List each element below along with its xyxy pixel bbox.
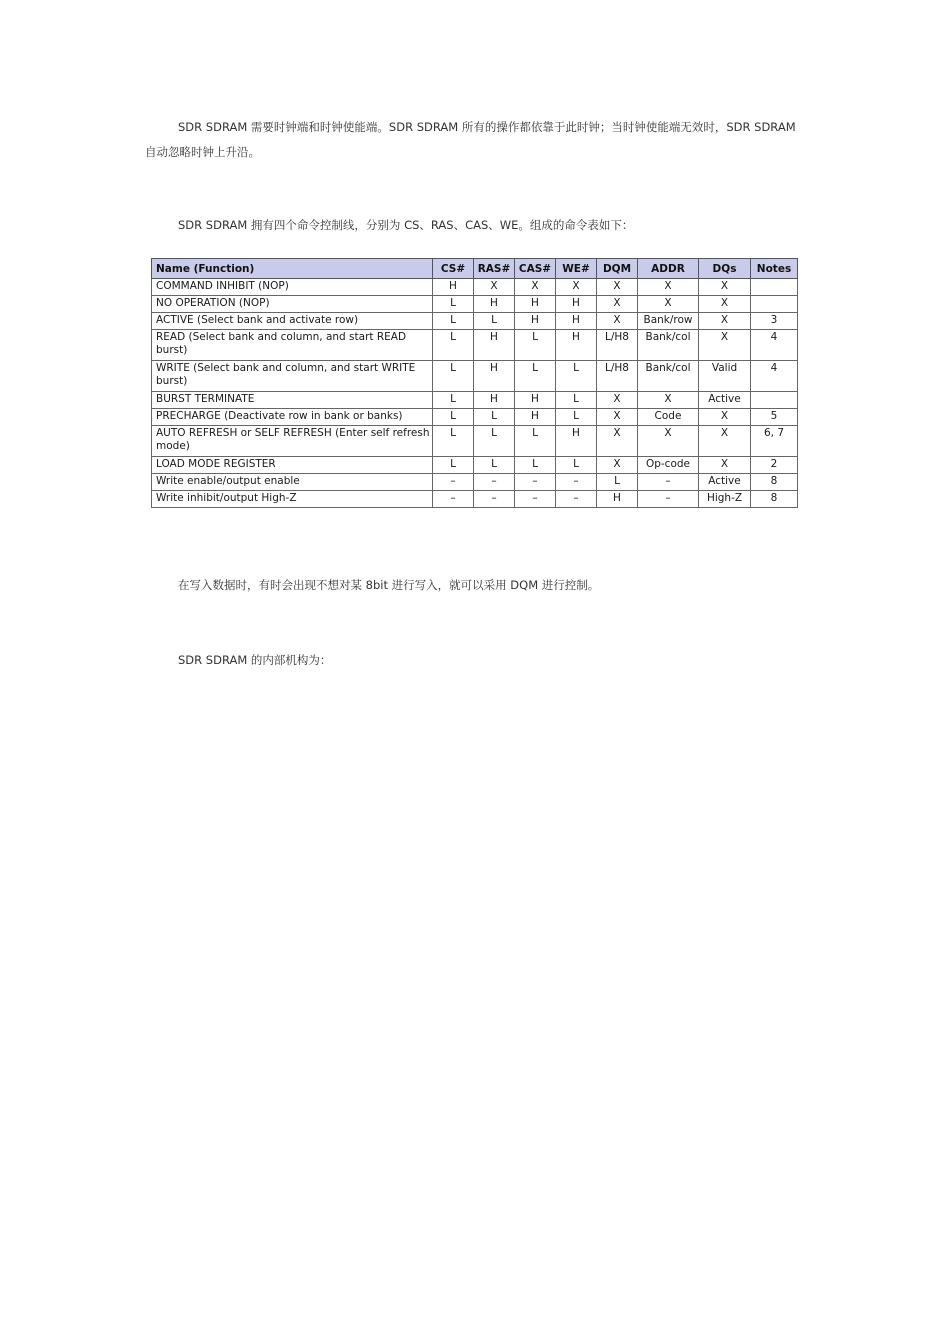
cell-addr: Bank/col	[638, 361, 699, 392]
cell-ras: X	[474, 279, 515, 296]
cell-dqs: Valid	[699, 361, 751, 392]
cell-cas: H	[515, 409, 556, 426]
cell-name: NO OPERATION (NOP)	[152, 296, 433, 313]
cell-notes	[751, 296, 798, 313]
cell-dqm: X	[597, 392, 638, 409]
cell-dqm: X	[597, 296, 638, 313]
cell-we: X	[556, 279, 597, 296]
cell-dqs: X	[699, 313, 751, 330]
table-row	[152, 426, 798, 457]
header-cas: CAS#	[515, 259, 556, 279]
cell-dqm: L/H8	[597, 330, 638, 361]
cell-name: PRECHARGE (Deactivate row in bank or banks)	[152, 409, 433, 426]
command-table-container	[151, 258, 797, 508]
cell-we: H	[556, 330, 597, 361]
header-we: WE#	[556, 259, 597, 279]
cell-addr: X	[638, 296, 699, 313]
cell-ras: –	[474, 474, 515, 491]
cell-name: LOAD MODE REGISTER	[152, 457, 433, 474]
cell-name: BURST TERMINATE	[152, 392, 433, 409]
cell-cas: L	[515, 330, 556, 361]
command-table-header-row	[152, 259, 798, 279]
cell-dqs: X	[699, 457, 751, 474]
cell-we: L	[556, 361, 597, 392]
cell-name: WRITE (Select bank and column, and start WRITE burst)	[152, 361, 433, 392]
cell-ras: L	[474, 457, 515, 474]
cell-name: COMMAND INHIBIT (NOP)	[152, 279, 433, 296]
cell-cas: H	[515, 296, 556, 313]
cell-notes: 4	[751, 330, 798, 361]
cell-cas: L	[515, 361, 556, 392]
cell-dqs: X	[699, 330, 751, 361]
table-row	[152, 457, 798, 474]
intro-paragraph-clock: SDR SDRAM 需要时钟端和时钟使能端。SDR SDRAM 所有的操作都依靠于此时钟；当时钟使能端无效时，SDR SDRAM 自动忽略时钟上升沿。	[145, 120, 796, 159]
cell-we: –	[556, 474, 597, 491]
header-cs: CS#	[433, 259, 474, 279]
cell-name: READ (Select bank and column, and start READ burst)	[152, 330, 433, 361]
cell-addr: –	[638, 491, 699, 508]
cell-we: L	[556, 409, 597, 426]
cell-cs: L	[433, 296, 474, 313]
cell-cs: L	[433, 330, 474, 361]
cell-dqm: H	[597, 491, 638, 508]
cell-cas: –	[515, 491, 556, 508]
table-row	[152, 279, 798, 296]
internal-structure-paragraph: SDR SDRAM 的内部机构为：	[178, 653, 332, 667]
cell-cs: L	[433, 313, 474, 330]
cell-notes: 4	[751, 361, 798, 392]
cell-dqm: L/H8	[597, 361, 638, 392]
header-notes: Notes	[751, 259, 798, 279]
cell-we: –	[556, 491, 597, 508]
intro-paragraph-command-lines: SDR SDRAM 拥有四个命令控制线，分别为 CS、RAS、CAS、WE。组成的命令表如下：	[178, 218, 634, 232]
cell-addr: Bank/row	[638, 313, 699, 330]
cell-ras: L	[474, 313, 515, 330]
cell-dqs: Active	[699, 392, 751, 409]
cell-cs: L	[433, 457, 474, 474]
cell-addr: Code	[638, 409, 699, 426]
table-row	[152, 474, 798, 491]
cell-dqs: High-Z	[699, 491, 751, 508]
cell-ras: L	[474, 409, 515, 426]
table-row	[152, 409, 798, 426]
cell-notes: 8	[751, 491, 798, 508]
cell-name: Write inhibit/output High-Z	[152, 491, 433, 508]
cell-dqs: X	[699, 426, 751, 457]
cell-notes: 8	[751, 474, 798, 491]
cell-cs: L	[433, 426, 474, 457]
cell-notes: 5	[751, 409, 798, 426]
cell-addr: X	[638, 426, 699, 457]
header-ras: RAS#	[474, 259, 515, 279]
header-addr: ADDR	[638, 259, 699, 279]
cell-cs: –	[433, 491, 474, 508]
header-dqm: DQM	[597, 259, 638, 279]
cell-dqm: X	[597, 409, 638, 426]
cell-cas: H	[515, 392, 556, 409]
cell-notes	[751, 279, 798, 296]
cell-ras: H	[474, 361, 515, 392]
cell-cas: L	[515, 426, 556, 457]
cell-cs: L	[433, 392, 474, 409]
table-row	[152, 361, 798, 392]
cell-dqs: X	[699, 409, 751, 426]
cell-ras: H	[474, 330, 515, 361]
cell-dqm: X	[597, 279, 638, 296]
cell-notes: 3	[751, 313, 798, 330]
cell-notes: 6, 7	[751, 426, 798, 457]
cell-ras: –	[474, 491, 515, 508]
cell-cas: –	[515, 474, 556, 491]
table-row	[152, 313, 798, 330]
cell-ras: H	[474, 392, 515, 409]
header-dqs: DQs	[699, 259, 751, 279]
cell-ras: L	[474, 426, 515, 457]
cell-dqs: Active	[699, 474, 751, 491]
cell-name: Write enable/output enable	[152, 474, 433, 491]
cell-addr: X	[638, 392, 699, 409]
cell-addr: X	[638, 279, 699, 296]
cell-we: H	[556, 313, 597, 330]
cell-name: ACTIVE (Select bank and activate row)	[152, 313, 433, 330]
cell-notes	[751, 392, 798, 409]
cell-dqm: X	[597, 457, 638, 474]
cell-notes: 2	[751, 457, 798, 474]
dqm-paragraph: 在写入数据时，有时会出现不想对某 8bit 进行写入，就可以采用 DQM 进行控制。	[178, 578, 600, 592]
cell-we: L	[556, 457, 597, 474]
header-name: Name (Function)	[152, 259, 433, 279]
cell-cas: L	[515, 457, 556, 474]
table-row	[152, 330, 798, 361]
cell-dqs: X	[699, 279, 751, 296]
command-table	[151, 258, 798, 508]
table-row	[152, 296, 798, 313]
table-row	[152, 392, 798, 409]
cell-addr: Op-code	[638, 457, 699, 474]
cell-cas: H	[515, 313, 556, 330]
cell-addr: –	[638, 474, 699, 491]
cell-we: H	[556, 296, 597, 313]
cell-dqs: X	[699, 296, 751, 313]
cell-cs: H	[433, 279, 474, 296]
cell-cas: X	[515, 279, 556, 296]
cell-dqm: L	[597, 474, 638, 491]
cell-cs: L	[433, 361, 474, 392]
cell-cs: –	[433, 474, 474, 491]
cell-dqm: X	[597, 426, 638, 457]
cell-we: L	[556, 392, 597, 409]
cell-we: H	[556, 426, 597, 457]
cell-dqm: X	[597, 313, 638, 330]
table-row	[152, 491, 798, 508]
cell-name: AUTO REFRESH or SELF REFRESH (Enter self refresh mode)	[152, 426, 433, 457]
cell-addr: Bank/col	[638, 330, 699, 361]
cell-cs: L	[433, 409, 474, 426]
cell-ras: H	[474, 296, 515, 313]
